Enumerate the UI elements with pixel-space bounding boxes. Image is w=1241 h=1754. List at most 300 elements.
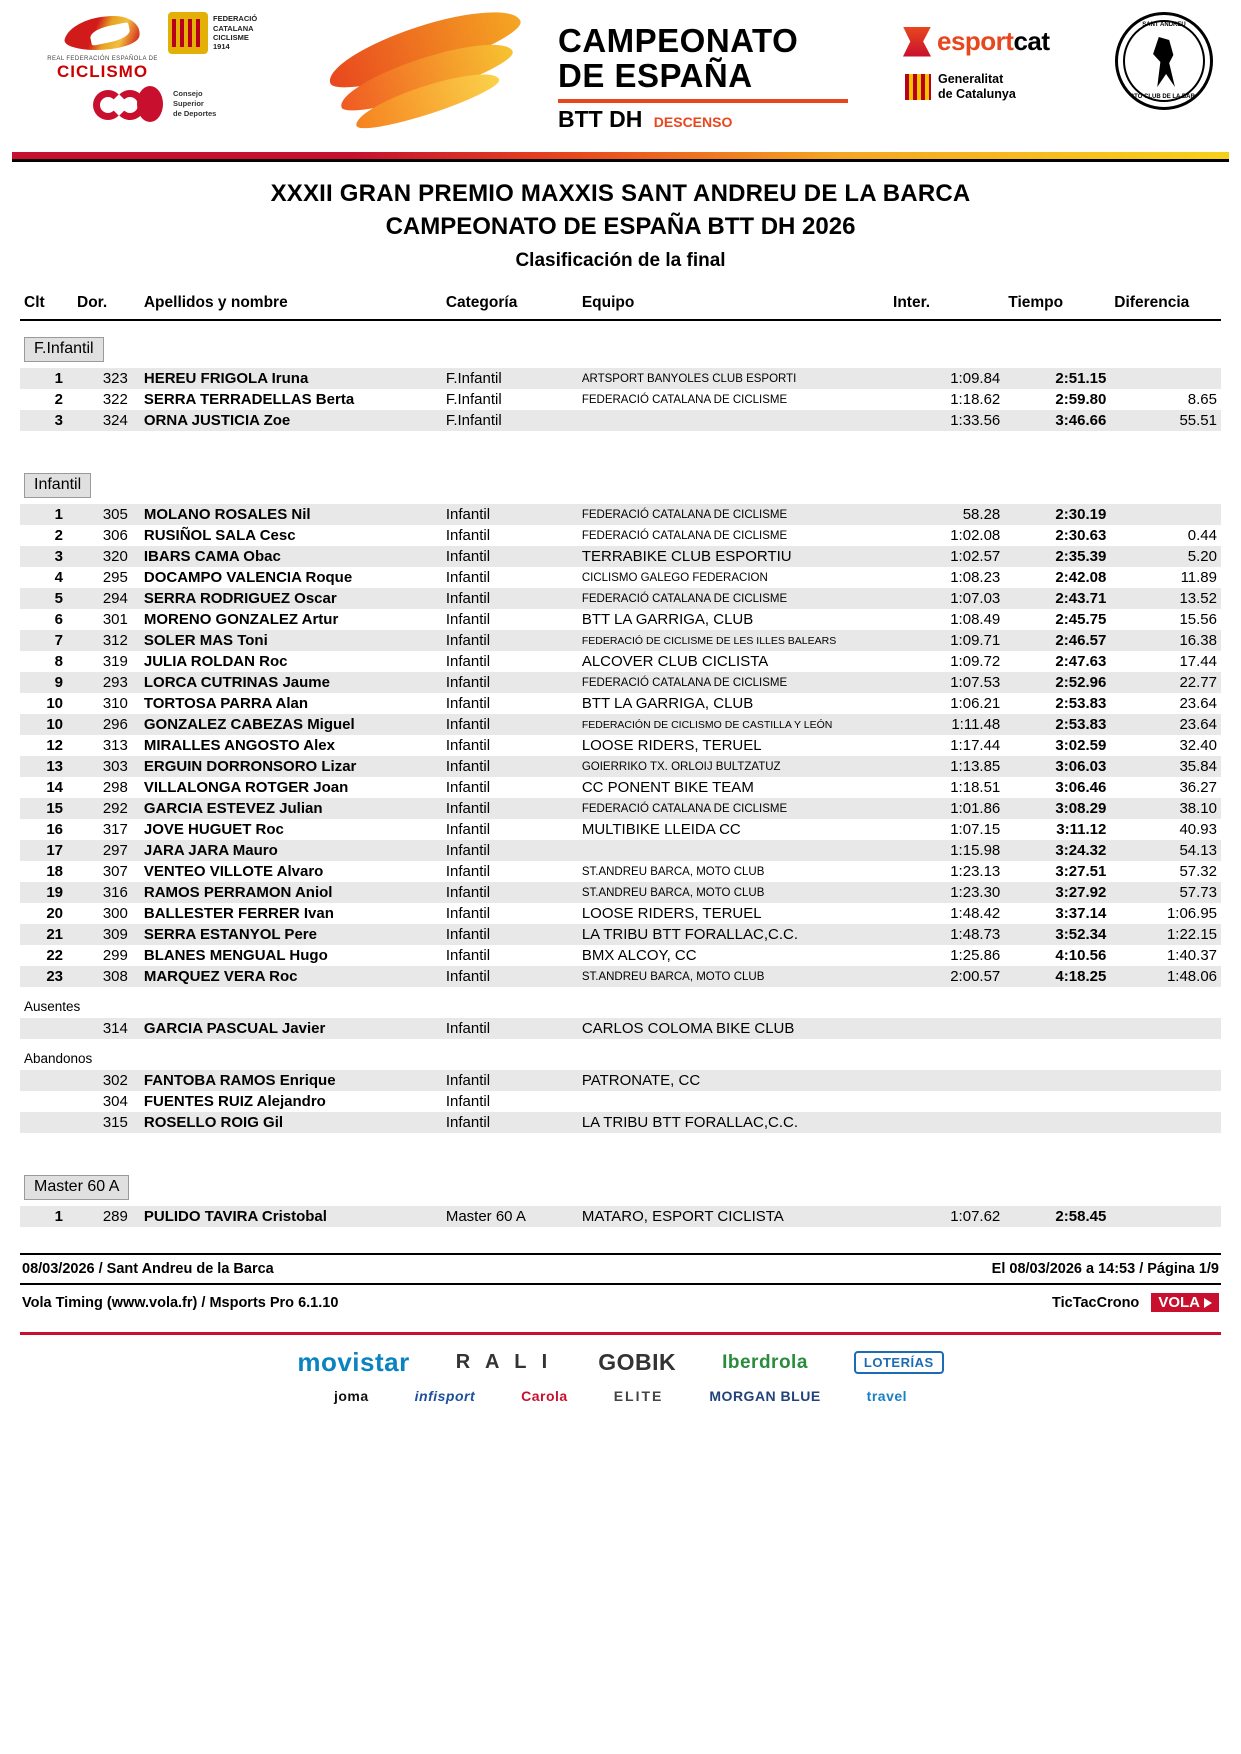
cell-difference: 57.73 <box>1110 882 1221 903</box>
cell-intermediate <box>889 1091 1004 1112</box>
cell-intermediate: 1:25.86 <box>950 947 1001 964</box>
cell-dorsal: 298 <box>102 779 128 796</box>
cell-intermediate: 1:13.85 <box>889 756 1004 777</box>
cell-time: 2:30.63 <box>1055 527 1107 544</box>
cell-rider-name: VENTEO VILLOTE Alvaro <box>143 863 324 880</box>
esportcat-mark-icon <box>903 27 931 57</box>
cell-difference: 22.77 <box>1110 672 1221 693</box>
category-band-row <box>20 1159 1221 1206</box>
csd-label <box>173 89 216 118</box>
cell-team: ST.ANDREU BARCA, MOTO CLUB <box>581 865 765 878</box>
cell-category: Infantil <box>445 611 491 628</box>
cell-rider-name: SERRA RODRIGUEZ Oscar <box>140 588 442 609</box>
category-band-label: F.Infantil <box>24 337 104 362</box>
cell-team <box>578 410 889 431</box>
cell-intermediate: 1:15.98 <box>889 840 1004 861</box>
cell-team: LOOSE RIDERS, TERUEL <box>581 905 762 922</box>
divider <box>558 99 848 103</box>
cell-classification: 4 <box>54 569 64 586</box>
cell-time: 2:58.45 <box>1004 1206 1110 1227</box>
cell-difference: 36.27 <box>1179 779 1217 796</box>
cell-difference: 57.32 <box>1179 863 1217 880</box>
spacer-cell <box>20 431 1221 457</box>
cell-time: 3:52.34 <box>1004 924 1110 945</box>
rfec-sub-label: REAL FEDERACIÓN ESPAÑOLA DE <box>47 56 158 62</box>
cell-classification: 3 <box>20 546 73 567</box>
fcc-line-3: CICLISME <box>213 33 249 42</box>
cell-category: Infantil <box>445 527 491 544</box>
cell-classification <box>20 1070 73 1091</box>
column-header-clt: Clt <box>20 294 73 320</box>
cell-rider-name: VILLALONGA ROTGER Joan <box>143 779 349 796</box>
cell-difference: 15.56 <box>1179 611 1217 628</box>
sponsor-joma: joma <box>333 1388 369 1404</box>
cell-time: 3:06.46 <box>1055 779 1107 796</box>
cell-time <box>1004 1112 1110 1133</box>
cell-classification: 6 <box>54 611 64 628</box>
esportcat-b: cat <box>1013 26 1050 56</box>
fcc-line-2: CATALANA <box>213 23 254 33</box>
cell-category: Infantil <box>445 653 491 670</box>
cell-classification: 17 <box>20 840 73 861</box>
cell-dorsal: 323 <box>73 368 140 389</box>
vola-label: VOLA <box>1158 1294 1200 1311</box>
table-row <box>20 756 1221 777</box>
cell-time: 3:46.66 <box>1004 410 1110 431</box>
cell-intermediate: 1:07.15 <box>950 821 1001 838</box>
cell-category: Infantil <box>442 840 578 861</box>
cell-time: 3:27.51 <box>1055 863 1107 880</box>
cell-dorsal: 322 <box>102 391 128 408</box>
category-band-label: Master 60 A <box>24 1175 129 1200</box>
table-row <box>20 504 1221 525</box>
cell-classification: 9 <box>20 672 73 693</box>
table-row <box>20 714 1221 735</box>
cell-classification: 1 <box>20 368 73 389</box>
cell-dorsal: 313 <box>102 737 128 754</box>
csd-mark-icon <box>93 84 165 124</box>
generalitat-logo <box>905 72 1016 102</box>
cell-dorsal: 308 <box>73 966 140 987</box>
category-band-label: Infantil <box>24 473 91 498</box>
cell-rider-name: PULIDO TAVIRA Cristobal <box>140 1206 442 1227</box>
esportcat-a: esport <box>937 26 1014 56</box>
cell-intermediate: 1:06.21 <box>950 695 1001 712</box>
cell-difference <box>1110 368 1221 389</box>
championship-line-2: DE ESPAÑA <box>558 57 753 94</box>
cell-time: 2:43.71 <box>1004 588 1110 609</box>
cell-team: FEDERACIÓ CATALANA DE CICLISME <box>578 588 889 609</box>
fcc-line-4: 1914 <box>213 42 230 52</box>
cell-difference: 1:06.95 <box>1166 905 1217 922</box>
cell-team: MATARO, ESPORT CICLISTA <box>578 1206 889 1227</box>
table-row <box>20 630 1221 651</box>
table-row <box>20 693 1221 714</box>
cell-intermediate: 58.28 <box>889 504 1004 525</box>
csd-line-1: Consejo <box>173 89 203 99</box>
cell-classification: 12 <box>46 737 64 754</box>
cell-intermediate: 1:18.51 <box>950 779 1001 796</box>
cell-time: 2:52.96 <box>1004 672 1110 693</box>
cell-team: BMX ALCOY, CC <box>581 947 697 964</box>
cell-time <box>1004 1018 1110 1039</box>
column-header-category: Categoría <box>442 294 578 320</box>
fcc-logo <box>168 12 257 54</box>
page-title: XXXII GRAN PREMIO MAXXIS SANT ANDREU DE LA BARCA <box>270 180 971 207</box>
cell-intermediate: 1:09.72 <box>950 653 1001 670</box>
cell-difference <box>1110 1112 1221 1133</box>
cell-rider-name: GONZALEZ CABEZAS Miguel <box>140 714 442 735</box>
cell-team: ARTSPORT BANYOLES CLUB ESPORTI <box>578 368 889 389</box>
cell-rider-name: BALLESTER FERRER Ivan <box>143 905 334 922</box>
cell-difference: 17.44 <box>1179 653 1217 670</box>
cell-difference: 1:48.06 <box>1110 966 1221 987</box>
table-body <box>20 320 1221 1227</box>
vola-triangle-icon <box>1204 1298 1212 1308</box>
cell-dorsal: 293 <box>73 672 140 693</box>
cell-difference: 32.40 <box>1179 737 1217 754</box>
cell-time: 2:53.83 <box>1055 695 1107 712</box>
cell-dorsal: 289 <box>73 1206 140 1227</box>
cell-dorsal: 297 <box>73 840 140 861</box>
cell-difference: 23.64 <box>1179 695 1217 712</box>
cell-category: Infantil <box>445 863 491 880</box>
section-sub-label: Ausentes <box>24 999 81 1014</box>
footer-timer-label: TicTacCrono <box>1052 1295 1140 1311</box>
cell-time: 2:30.19 <box>1004 504 1110 525</box>
table-row <box>20 1018 1221 1039</box>
cell-intermediate: 1:08.23 <box>950 569 1001 586</box>
cell-difference: 38.10 <box>1110 798 1221 819</box>
cell-classification: 10 <box>20 714 73 735</box>
cell-time: 2:59.80 <box>1055 391 1107 408</box>
classification-label: Clasificación de la final <box>515 250 726 271</box>
moto-club-logo <box>1115 12 1213 110</box>
cell-classification: 10 <box>46 695 64 712</box>
cell-classification: 1 <box>20 504 73 525</box>
column-header-name: Apellidos y nombre <box>140 294 442 320</box>
cell-difference: 1:40.37 <box>1166 947 1217 964</box>
cell-rider-name: SERRA TERRADELLAS Berta <box>143 391 355 408</box>
cell-intermediate: 1:02.08 <box>950 527 1001 544</box>
cell-rider-name: MIRALLES ANGOSTO Alex <box>143 737 335 754</box>
cell-team: FEDERACIÓ CATALANA DE CICLISME <box>578 798 889 819</box>
category-band-row <box>20 320 1221 368</box>
cell-team: BTT LA GARRIGA, CLUB <box>581 695 754 712</box>
cell-category: Infantil <box>442 1112 578 1133</box>
discipline-label: BTT DH <box>558 106 643 132</box>
cell-time: 2:35.39 <box>1004 546 1110 567</box>
sponsor-btravel: travel <box>866 1388 908 1404</box>
cell-rider-name: HEREU FRIGOLA Iruna <box>140 368 442 389</box>
cell-time: 2:45.75 <box>1055 611 1107 628</box>
cell-category: Infantil <box>442 504 578 525</box>
column-header-dorsal: Dor. <box>73 294 140 320</box>
cell-category: Infantil <box>445 905 491 922</box>
table-header-row <box>20 294 1221 320</box>
cell-rider-name: TORTOSA PARRA Alan <box>143 695 309 712</box>
cell-intermediate: 1:48.73 <box>889 924 1004 945</box>
cell-difference: 1:22.15 <box>1110 924 1221 945</box>
cell-team: FEDERACIÓ DE CICLISME DE LES ILLES BALEARS <box>578 630 889 651</box>
column-header-team: Equipo <box>578 294 889 320</box>
cell-classification <box>20 1091 73 1112</box>
cell-difference: 16.38 <box>1110 630 1221 651</box>
partner-logos <box>893 6 1223 151</box>
category-band-row <box>20 457 1221 504</box>
cell-classification: 2 <box>54 527 64 544</box>
cell-intermediate: 1:17.44 <box>950 737 1001 754</box>
cell-difference: 13.52 <box>1110 588 1221 609</box>
cell-classification: 2 <box>54 391 64 408</box>
cell-category: Infantil <box>442 798 578 819</box>
championship-wordmark <box>558 24 848 131</box>
cell-time: 2:42.08 <box>1055 569 1107 586</box>
cell-dorsal: 320 <box>73 546 140 567</box>
cell-intermediate: 1:01.86 <box>889 798 1004 819</box>
cell-intermediate: 1:07.62 <box>889 1206 1004 1227</box>
page-footer <box>20 1253 1221 1404</box>
cell-rider-name: ORNA JUSTICIA Zoe <box>140 410 442 431</box>
cell-intermediate <box>889 1112 1004 1133</box>
sponsor-elite: ELITE <box>613 1388 664 1404</box>
cell-intermediate: 1:18.62 <box>950 391 1001 408</box>
cell-team: FEDERACIÓ CATALANA DE CICLISME <box>578 672 889 693</box>
cell-time: 2:46.57 <box>1004 630 1110 651</box>
cell-rider-name: FUENTES RUIZ Alejandro <box>143 1093 326 1110</box>
cell-intermediate <box>889 1070 1004 1091</box>
cell-category: F.Infantil <box>442 410 578 431</box>
cell-rider-name: GARCIA PASCUAL Javier <box>140 1018 442 1039</box>
cell-time: 3:27.92 <box>1004 882 1110 903</box>
cell-classification: 16 <box>46 821 64 838</box>
cell-classification: 7 <box>20 630 73 651</box>
section-sub-label-row <box>20 987 1221 1018</box>
cell-time: 2:51.15 <box>1004 368 1110 389</box>
cell-time: 3:37.14 <box>1055 905 1107 922</box>
csd-line-2: Superior <box>173 99 204 109</box>
cell-category: F.Infantil <box>445 391 502 408</box>
cell-time: 4:18.25 <box>1004 966 1110 987</box>
esportcat-logo <box>903 26 1050 57</box>
table-row <box>20 903 1221 924</box>
vola-logo <box>1151 1293 1219 1312</box>
table-row <box>20 1070 1221 1091</box>
sponsor-infisport: infisport <box>414 1388 476 1404</box>
cell-category: Infantil <box>445 569 491 586</box>
cell-category: Infantil <box>445 695 491 712</box>
footer-line-2 <box>20 1283 1221 1318</box>
csd-logo <box>93 84 216 124</box>
cell-rider-name: MOLANO ROSALES Nil <box>140 504 442 525</box>
cell-classification: 13 <box>20 756 73 777</box>
logo-bar <box>0 0 1241 150</box>
cell-dorsal: 301 <box>102 611 128 628</box>
cell-team: BTT LA GARRIGA, CLUB <box>581 611 754 628</box>
cell-difference: 11.89 <box>1180 569 1217 586</box>
cell-rider-name: FANTOBA RAMOS Enrique <box>140 1070 442 1091</box>
cell-team: CICLISMO GALEGO FEDERACION <box>581 571 768 584</box>
spacer-cell <box>20 1133 1221 1159</box>
document-titles <box>0 180 1241 272</box>
cell-time <box>1004 1091 1110 1112</box>
cell-intermediate: 1:48.42 <box>950 905 1001 922</box>
cell-dorsal: 302 <box>73 1070 140 1091</box>
cell-time: 3:06.03 <box>1004 756 1110 777</box>
cell-category: Infantil <box>442 966 578 987</box>
cell-rider-name: SOLER MAS Toni <box>140 630 442 651</box>
cell-intermediate: 1:08.49 <box>950 611 1001 628</box>
results-table-wrapper <box>20 294 1221 1227</box>
cell-intermediate: 1:09.84 <box>889 368 1004 389</box>
category-band-cell <box>20 1159 1221 1206</box>
cell-intermediate: 1:09.71 <box>889 630 1004 651</box>
cell-team: FEDERACIÓN DE CICLISMO DE CASTILLA Y LEÓN <box>578 714 889 735</box>
cell-intermediate: 1:02.57 <box>889 546 1004 567</box>
footer-date-place: 08/03/2026 / Sant Andreu de la Barca <box>22 1261 274 1277</box>
rfec-label: CICLISMO <box>56 62 149 81</box>
cell-dorsal: 315 <box>73 1112 140 1133</box>
cell-dorsal: 309 <box>73 924 140 945</box>
cell-time: 4:10.56 <box>1055 947 1107 964</box>
spacer-row <box>20 431 1221 457</box>
table-row <box>20 609 1221 630</box>
cell-difference: 40.93 <box>1179 821 1217 838</box>
sponsor-row-2 <box>20 1388 1221 1404</box>
federation-logos <box>18 6 308 151</box>
fcc-line-1: FEDERACIÓ <box>213 14 258 24</box>
cell-category: Infantil <box>445 821 491 838</box>
column-header-time: Tiempo <box>1004 294 1110 320</box>
cell-classification <box>20 1018 73 1039</box>
cell-dorsal: 304 <box>102 1093 128 1110</box>
sponsor-iberdrola: Iberdrola <box>722 1351 808 1373</box>
category-band-cell <box>20 457 1221 504</box>
cell-team: ALCOVER CLUB CICLISTA <box>581 653 769 670</box>
cell-intermediate: 1:07.03 <box>889 588 1004 609</box>
cell-team: FEDERACIÓ CATALANA DE CICLISME <box>581 529 788 542</box>
cell-category: Infantil <box>442 1018 578 1039</box>
cell-category: Infantil <box>442 1070 578 1091</box>
table-row <box>20 861 1221 882</box>
cell-dorsal: 316 <box>73 882 140 903</box>
championship-line-1: CAMPEONATO <box>558 22 799 59</box>
cell-rider-name: RUSIÑOL SALA Cesc <box>143 527 296 544</box>
esportcat-label <box>937 26 1050 57</box>
section-sub-label: Abandonos <box>24 1051 93 1066</box>
cell-team: TERRABIKE CLUB ESPORTIU <box>578 546 889 567</box>
generalitat-label <box>938 72 1016 102</box>
cell-intermediate: 1:11.48 <box>889 714 1004 735</box>
cell-time: 2:47.63 <box>1055 653 1107 670</box>
cell-team: FEDERACIÓ CATALANA DE CICLISME <box>578 504 889 525</box>
cell-dorsal: 303 <box>73 756 140 777</box>
results-table <box>20 294 1221 1227</box>
cell-rider-name: ERGUIN DORRONSORO Lizar <box>140 756 442 777</box>
cell-difference <box>1110 1091 1221 1112</box>
cell-team: LOOSE RIDERS, TERUEL <box>581 737 762 754</box>
cell-classification: 18 <box>46 863 64 880</box>
cell-dorsal: 299 <box>102 947 128 964</box>
cell-time: 3:24.32 <box>1004 840 1110 861</box>
cell-dorsal: 312 <box>73 630 140 651</box>
cell-intermediate: 1:23.13 <box>950 863 1001 880</box>
cell-time <box>1004 1070 1110 1091</box>
cell-dorsal: 319 <box>102 653 128 670</box>
cell-team: ST.ANDREU BARCA, MOTO CLUB <box>578 966 889 987</box>
cell-intermediate: 1:07.53 <box>889 672 1004 693</box>
cell-difference: 35.84 <box>1110 756 1221 777</box>
category-band-cell <box>20 320 1221 368</box>
club-top-label: SANT ANDREU <box>1142 22 1186 28</box>
cell-dorsal: 305 <box>73 504 140 525</box>
cell-classification <box>20 1112 73 1133</box>
table-row <box>20 777 1221 798</box>
cell-team <box>578 840 889 861</box>
column-header-inter: Inter. <box>889 294 1004 320</box>
cell-category: Infantil <box>442 924 578 945</box>
cell-difference <box>1110 1018 1221 1039</box>
cell-team <box>578 1091 889 1112</box>
table-row <box>20 651 1221 672</box>
cell-rider-name: DOCAMPO VALENCIA Roque <box>143 569 353 586</box>
cell-rider-name: JULIA ROLDAN Roc <box>143 653 288 670</box>
table-row <box>20 588 1221 609</box>
csd-line-3: de Deportes <box>173 108 217 118</box>
table-row <box>20 1112 1221 1133</box>
cell-difference: 23.64 <box>1110 714 1221 735</box>
cell-difference: 54.13 <box>1110 840 1221 861</box>
cell-difference: 55.51 <box>1110 410 1221 431</box>
cell-difference <box>1110 1070 1221 1091</box>
sponsor-gobik: GOBIK <box>598 1349 677 1375</box>
color-divider <box>12 152 1229 159</box>
cell-dorsal: 314 <box>73 1018 140 1039</box>
cell-category: Infantil <box>442 630 578 651</box>
discipline-sub-label: DESCENSO <box>653 114 733 130</box>
cell-difference: 5.20 <box>1110 546 1221 567</box>
sponsor-strip <box>20 1332 1221 1404</box>
cell-category: Master 60 A <box>442 1206 578 1227</box>
cell-dorsal: 307 <box>102 863 128 880</box>
cell-team: LA TRIBU BTT FORALLAC,C.C. <box>578 924 889 945</box>
cell-classification: 8 <box>54 653 64 670</box>
cell-category: Infantil <box>445 947 491 964</box>
table-row <box>20 525 1221 546</box>
sponsor-rali: R A L I <box>455 1351 553 1373</box>
cell-category: F.Infantil <box>442 368 578 389</box>
cell-rider-name: GARCIA ESTEVEZ Julian <box>140 798 442 819</box>
fcc-label <box>213 14 257 52</box>
sponsor-caroli: Carola <box>521 1388 568 1404</box>
generalitat-line-2: de Catalunya <box>938 87 1016 101</box>
cell-team: LA TRIBU BTT FORALLAC,C.C. <box>578 1112 889 1133</box>
page-subtitle: CAMPEONATO DE ESPAÑA BTT DH 2026 <box>385 213 856 240</box>
sponsor-movistar: movistar <box>297 1347 410 1377</box>
table-row <box>20 798 1221 819</box>
footer-print-info: El 08/03/2026 a 14:53 / Página 1/9 <box>991 1261 1219 1277</box>
cell-team: CARLOS COLOMA BIKE CLUB <box>578 1018 889 1039</box>
table-row <box>20 735 1221 756</box>
footer-line-1 <box>20 1255 1221 1277</box>
cell-time: 3:02.59 <box>1055 737 1107 754</box>
cell-category: Infantil <box>442 756 578 777</box>
club-bottom-label: MOTO CLUB DE LA BARCA <box>1124 94 1204 100</box>
cell-difference: 0.44 <box>1187 527 1217 544</box>
cell-classification: 1 <box>20 1206 73 1227</box>
column-header-difference: Diferencia <box>1110 294 1221 320</box>
cell-intermediate: 1:33.56 <box>889 410 1004 431</box>
